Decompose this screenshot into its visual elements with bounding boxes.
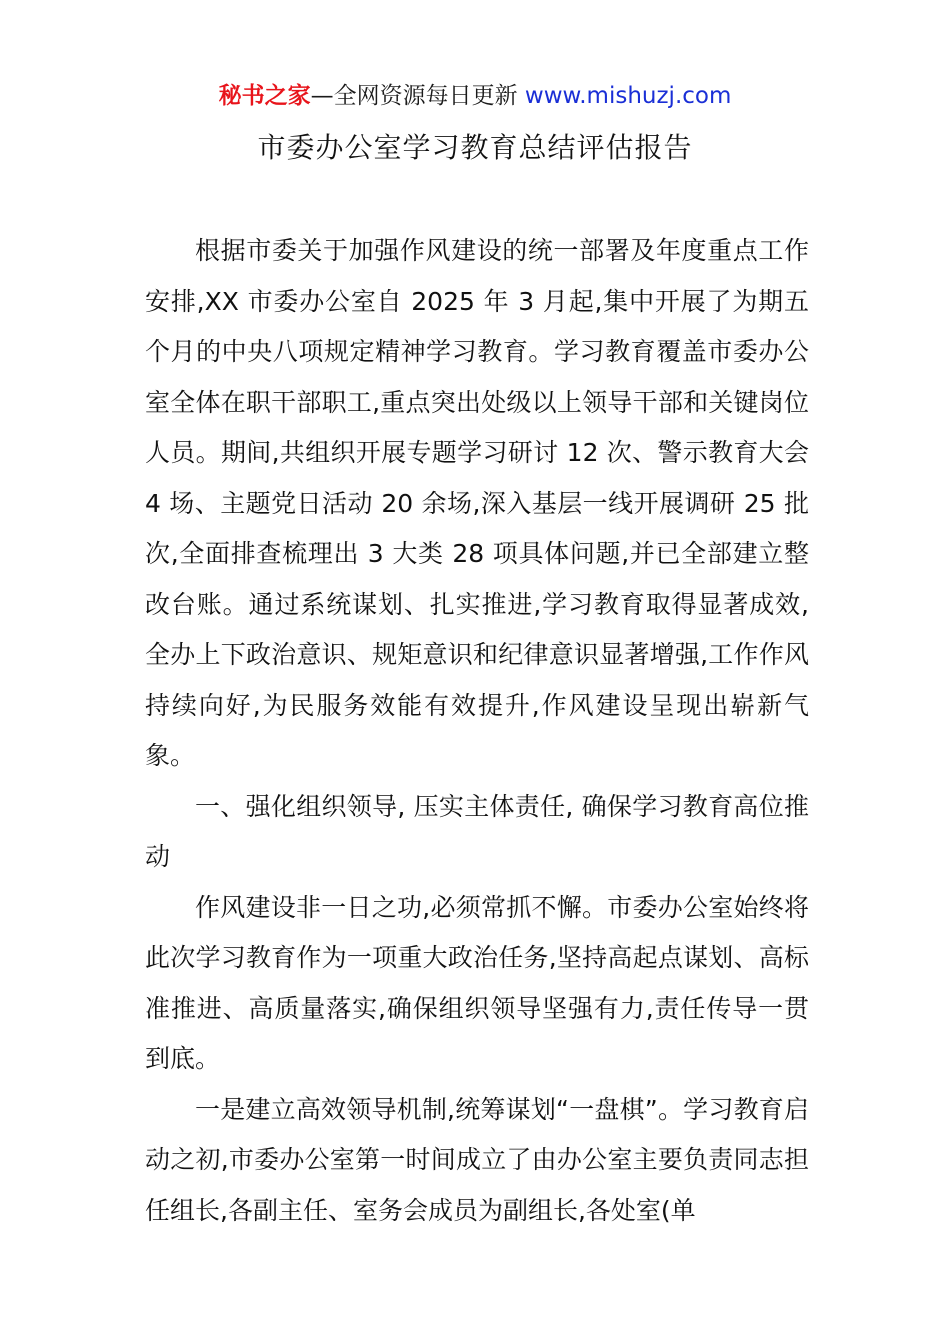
paragraph-intro: 根据市委关于加强作风建设的统一部署及年度重点工作安排,XX 市委办公室自 2025 年 3 月起,集中开展了为期五个月的中央八项规定精神学习教育。学习教育覆盖市委办公室全体在职干部职工,重点突出处级以上领导干部和关键岗位人员。期间,共组织开展专题学习研讨 12 次、警示教育大会 4 场、主题党日活动 20 余场,深入基层一线开展调研 25 批次,全面排查梳理出 3 大类 28 项具体问题,并已全部建立整改台账。通过系统谋划、扎实推进,学习教育取得显著成效,全办上下政治意识、规矩意识和纪律意识显著增强,工作作风持续向好,为民服务效能有效提升,作风建设呈现出崭新气象。 xyxy=(145,236,809,770)
site-url-link[interactable]: www.mishuzj.com xyxy=(524,83,732,109)
document-body xyxy=(145,226,809,1236)
header-tagline: —全网资源每日更新 xyxy=(310,83,518,109)
document-title: 市委办公室学习教育总结评估报告 xyxy=(257,131,693,164)
paragraph-section-1: 作风建设非一日之功,必须常抓不懈。市委办公室始终将此次学习教育作为一项重大政治任务,坚持高起点谋划、高标准推进、高质量落实,确保组织领导坚强有力,责任传导一贯到底。 xyxy=(145,892,809,1073)
paragraph-point-1: 一是建立高效领导机制,统筹谋划“一盘棋”。学习教育启动之初,市委办公室第一时间成立了由办公室主要负责同志担任组长,各副主任、室务会成员为副组长,各处室(单 xyxy=(145,1094,809,1225)
site-header xyxy=(0,80,950,112)
brand-name: 秘书之家 xyxy=(218,83,311,109)
section-heading-1: 一、强化组织领导, 压实主体责任, 确保学习教育高位推动 xyxy=(145,791,809,871)
